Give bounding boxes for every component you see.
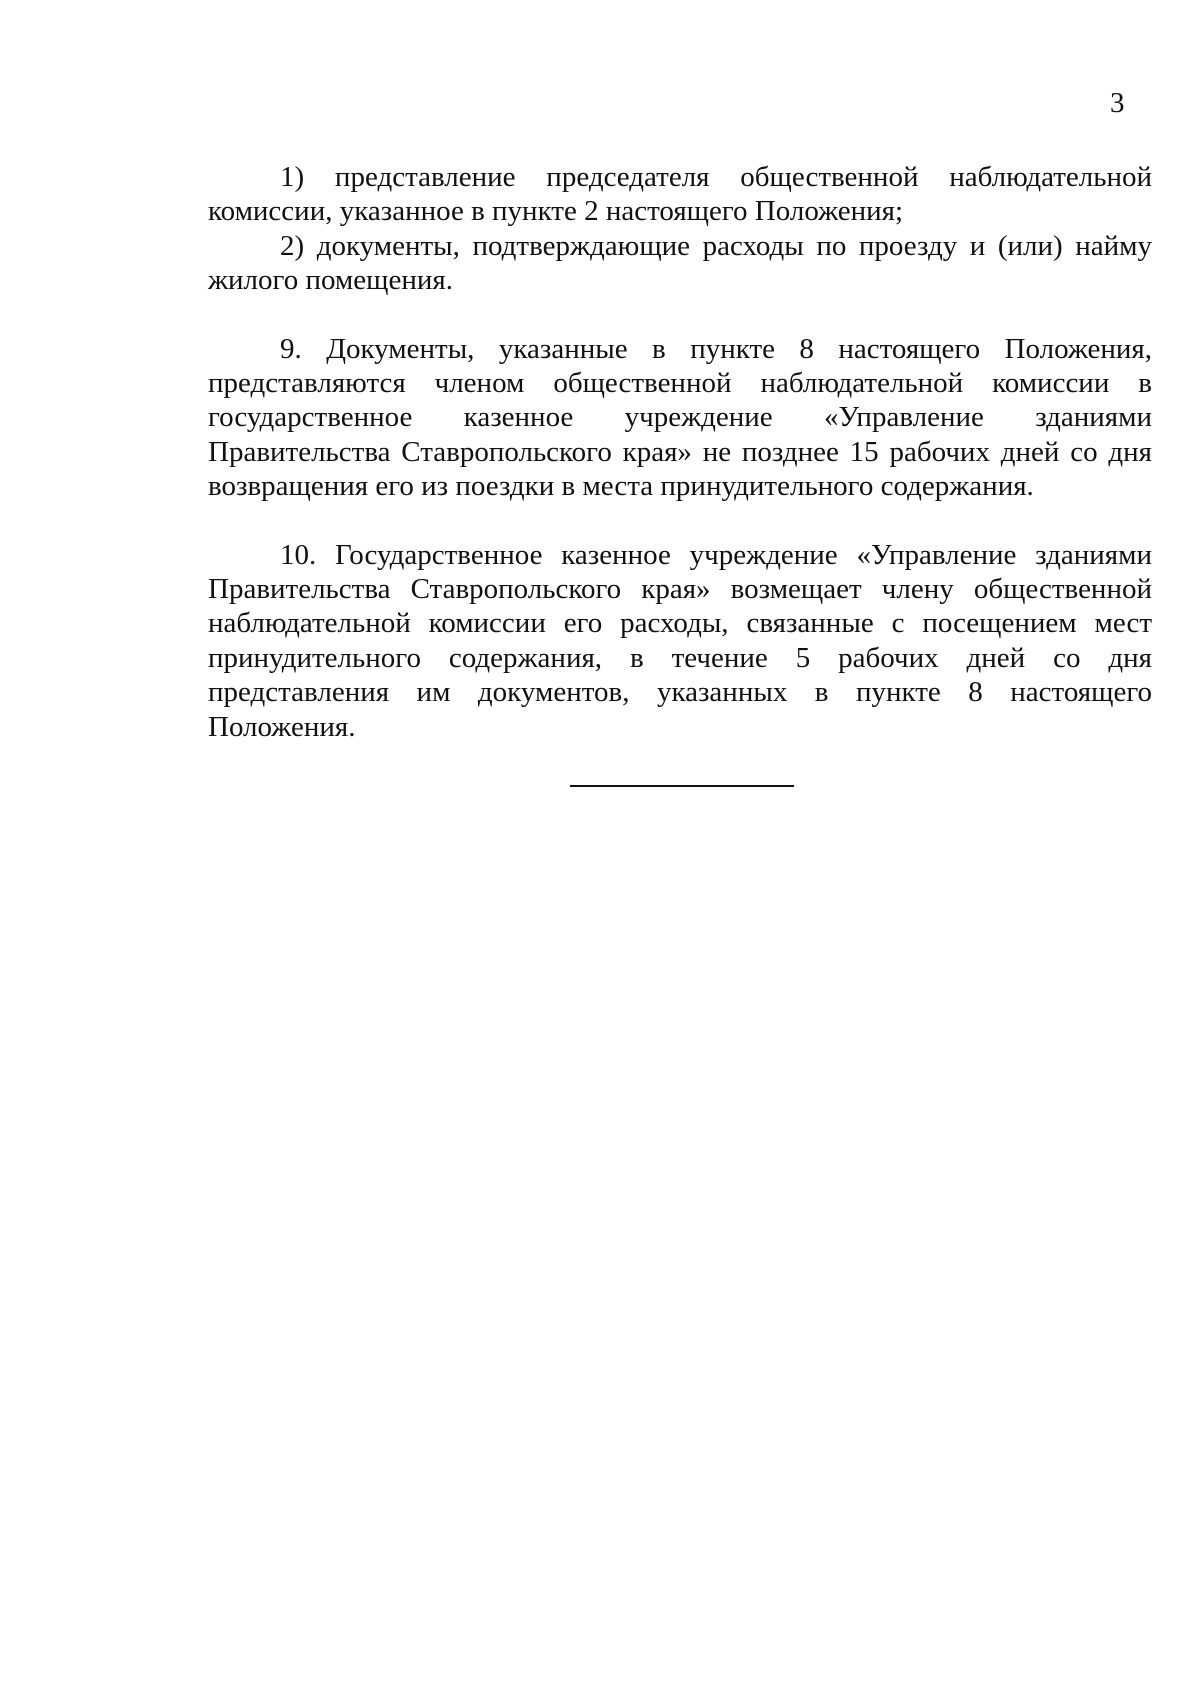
list-item-2: 2) документы, подтверждающие расходы по проезду и (или) найму жилого помещения. (208, 229, 1152, 297)
document-body (208, 160, 1152, 744)
list-item-1: 1) представление председателя общественной наблюдательной комиссии, указанное в пункте 2 настоящего Положения; (208, 161, 1152, 228)
end-of-document-rule (570, 785, 794, 787)
page-number: 3 (1110, 87, 1125, 119)
paragraph-9: 9. Документы, указанные в пункте 8 настоящего Положения, представляются членом общественной наблюдательной комиссии в государственное казенное учреждение «Управление зданиями Правительства Ставропольского края» не позднее 15 рабочих дней со дня возвращения его из поездки в места принудительного содержания. (208, 332, 1152, 503)
paragraph-10: 10. Государственное казенное учреждение «Управление зданиями Правительства Ставропольского края» возмещает члену общественной наблюдательной комиссии его расходы, связанные с посещением мест принудительного содержания, в течение 5 рабочих дней со дня представления им документов, указанных в пункте 8 настоящего Положения. (208, 538, 1152, 743)
